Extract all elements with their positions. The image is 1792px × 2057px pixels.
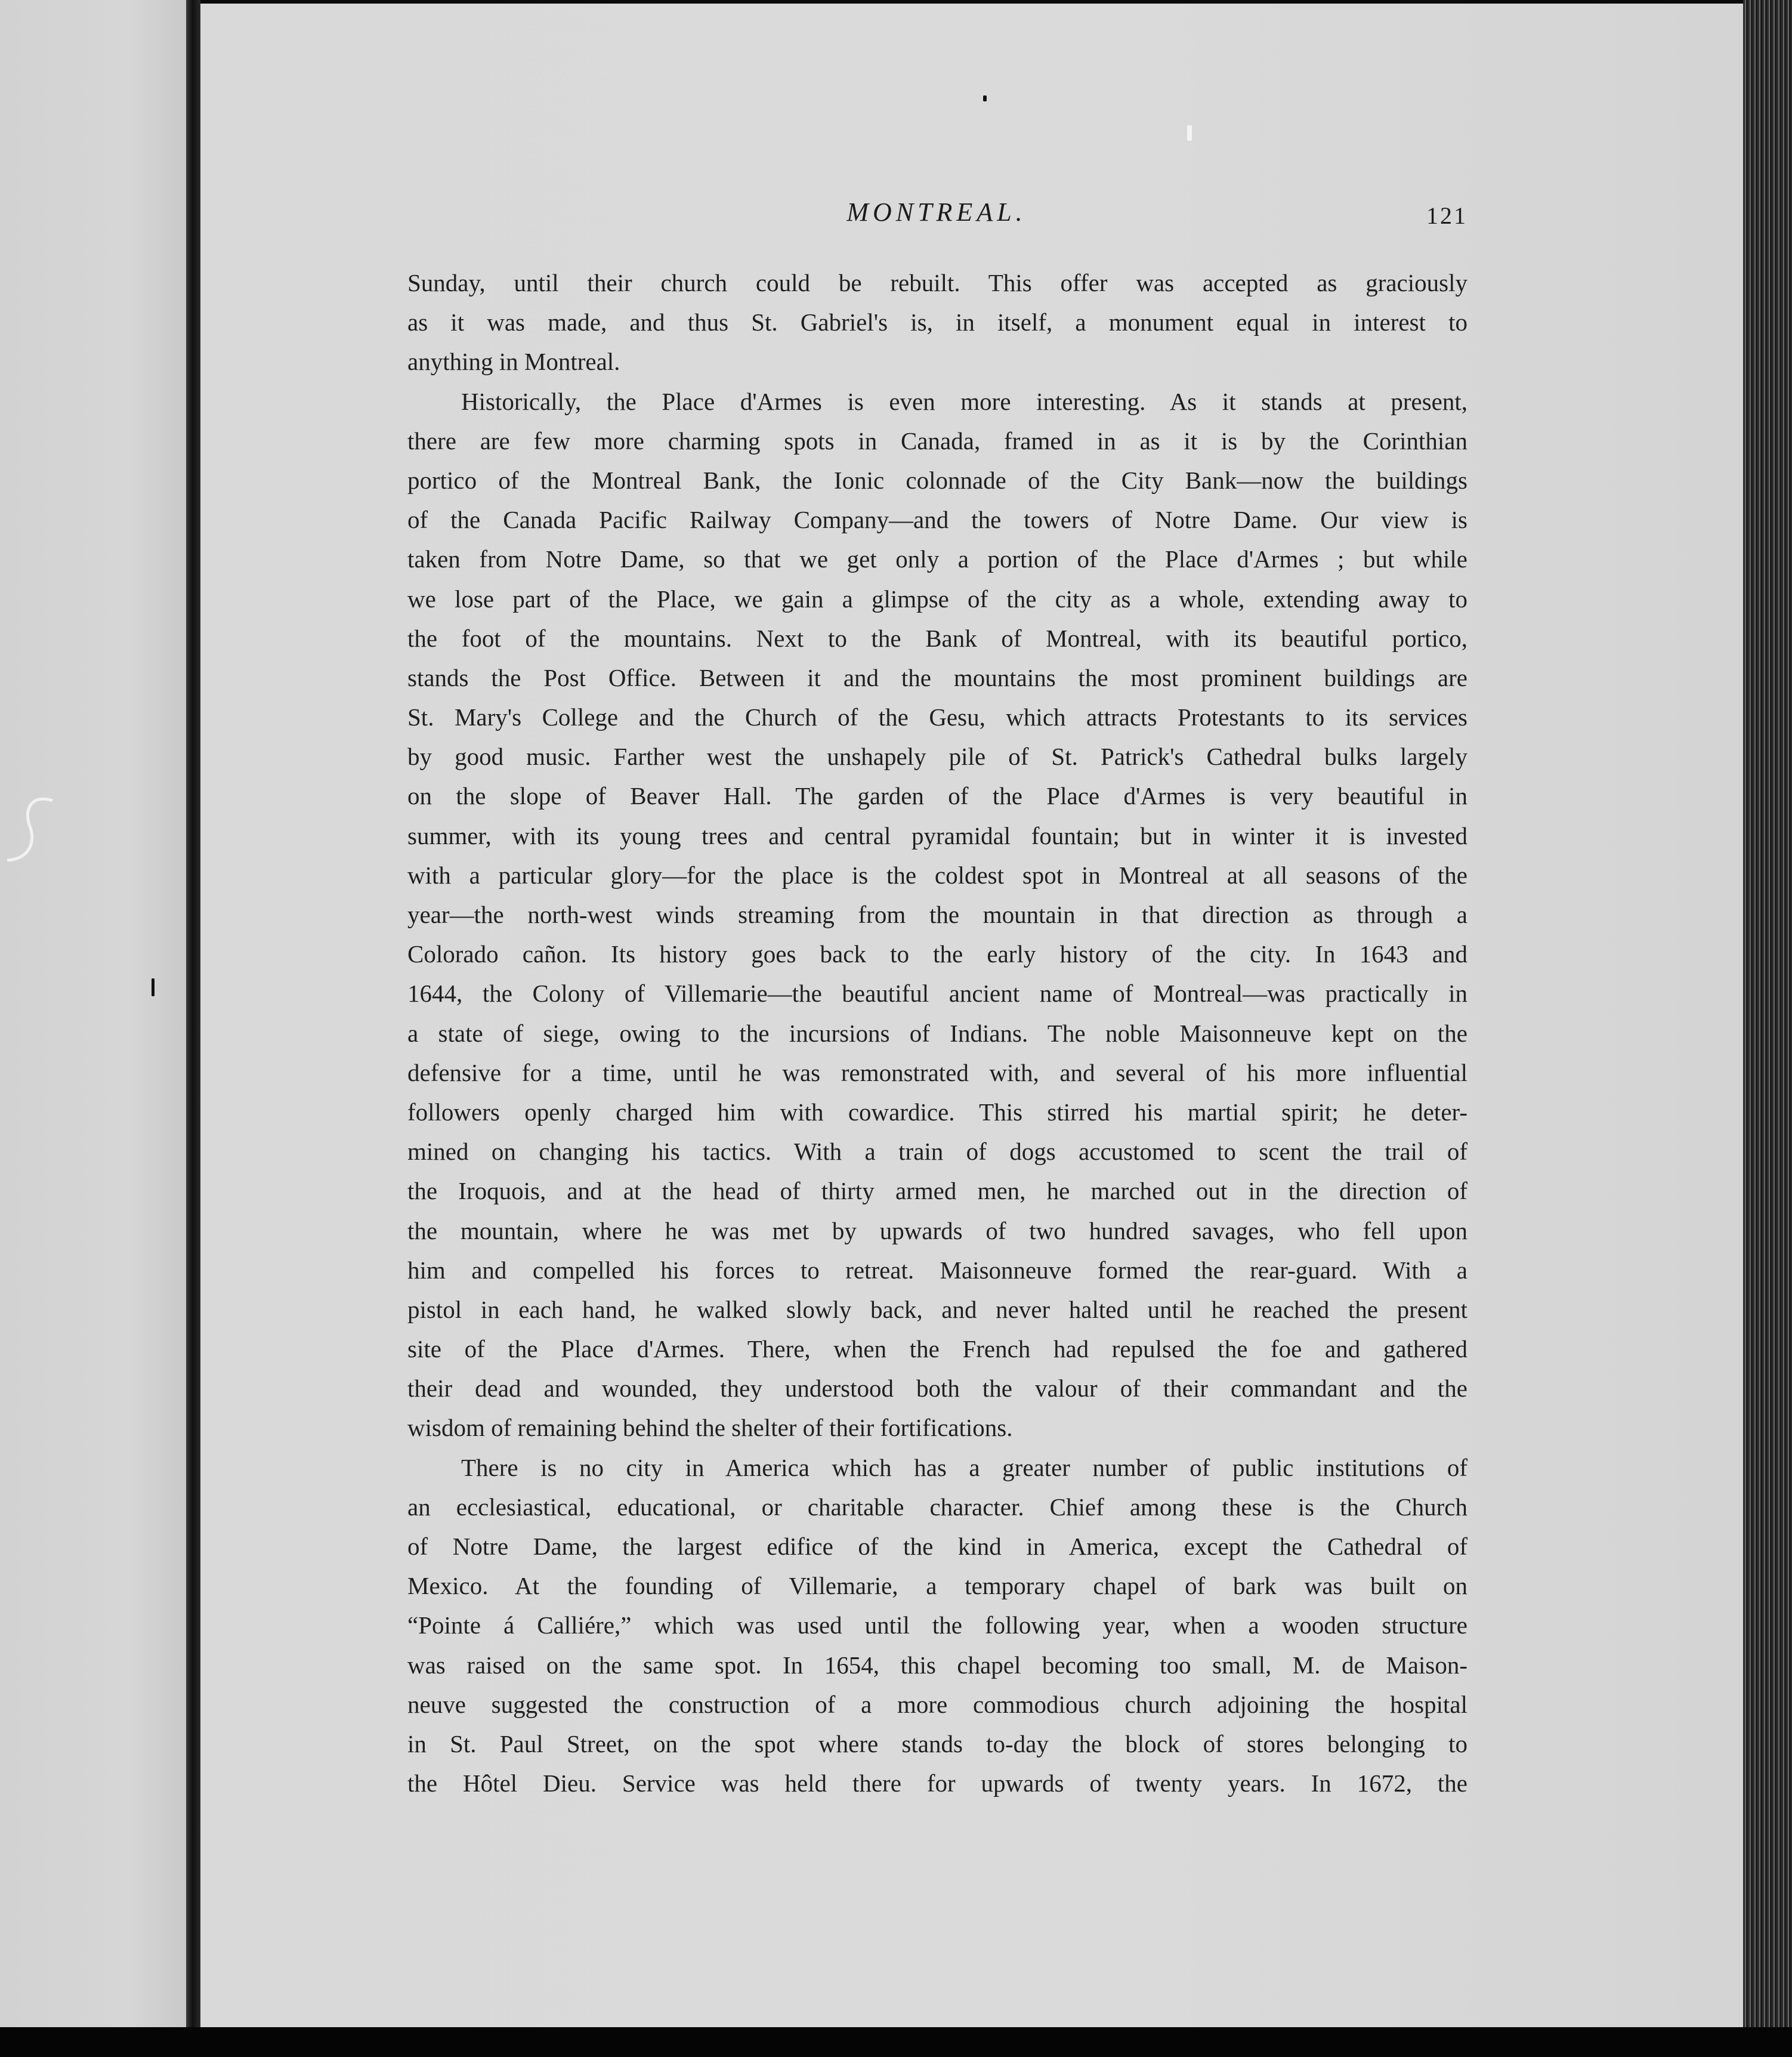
text-line: 1644, the Colony of Villemarie—the beautiful ancient name of Montreal—was practically in (407, 980, 1467, 1008)
text-line: of the Canada Pacific Railway Company—and the towers of Notre Dame. Our view is (407, 506, 1467, 534)
text-line: in St. Paul Street, on the spot where stands to-day the block of stores belonging to (407, 1729, 1467, 1758)
text-line: as it was made, and thus St. Gabriel's is, in itself, a monument equal in interest to (407, 308, 1467, 336)
gutter (186, 0, 200, 2027)
text-line: taken from Notre Dame, so that we get only a portion of the Place d'Armes ; but while (407, 545, 1467, 573)
speck (983, 95, 987, 101)
text-line: St. Mary's College and the Church of the Gesu, which attracts Protestants to its services (407, 703, 1467, 731)
text-line: an ecclesiastical, educational, or charitable character. Chief among these is the Church (407, 1493, 1467, 1521)
text-line: year—the north-west winds streaming from the mountain in that direction as through a (407, 901, 1467, 928)
speck (152, 978, 155, 996)
body-text (407, 263, 1467, 1803)
text-line: stands the Post Office. Between it and the mountains the most prominent buildings are (407, 663, 1467, 691)
text-line: pistol in each hand, he walked slowly back, and never halted until he reached the present (407, 1295, 1467, 1323)
text-line: Historically, the Place d'Armes is even more interesting. As it stands at present, (461, 387, 1467, 415)
text-line: mined on changing his tactics. With a train of dogs accustomed to scent the trail of (407, 1138, 1467, 1166)
text-line: neuve suggested the construction of a more commodious church adjoining the hospital (407, 1690, 1467, 1718)
text-line: with a particular glory—for the place is the coldest spot in Montreal at all seasons of the (407, 861, 1467, 889)
bottom-band (0, 2027, 1792, 2057)
page-edges (1743, 0, 1792, 2027)
text-line: the mountain, where he was met by upwards of two hundred savages, who fell upon (407, 1216, 1467, 1244)
text-line: their dead and wounded, they understood both the valour of their commandant and the (407, 1375, 1467, 1403)
text-line: Sunday, until their church could be rebuilt. This offer was accepted as graciously (407, 269, 1467, 296)
text-line: the foot of the mountains. Next to the Bank of Montreal, with its beautiful portico, (407, 624, 1467, 652)
text-line: portico of the Montreal Bank, the Ionic colonnade of the City Bank—now the buildings (407, 466, 1467, 494)
text-line: wisdom of remaining behind the shelter of their fortifications. (407, 1414, 1013, 1442)
text-line: a state of siege, owing to the incursions of Indians. The noble Maisonneuve kept on the (407, 1019, 1467, 1047)
text-line: Colorado cañon. Its history goes back to the early history of the city. In 1643 and (407, 940, 1467, 968)
text-line: was raised on the same spot. In 1654, this chapel becoming too small, M. de Maison- (407, 1651, 1467, 1679)
text-line: on the slope of Beaver Hall. The garden of the Place d'Armes is very beautiful in (407, 782, 1467, 810)
left-page (0, 0, 186, 2027)
text-line: the Hôtel Dieu. Service was held there for upwards of twenty years. In 1672, the (407, 1769, 1467, 1797)
text-line: “Pointe á Calliére,” which was used until the following year, when a wooden structure (407, 1611, 1467, 1639)
text-line: There is no city in America which has a greater number of public institutions of (461, 1453, 1467, 1481)
text-line: there are few more charming spots in Canada, framed in as it is by the Corinthian (407, 427, 1467, 455)
text-line: we lose part of the Place, we gain a glimpse of the city as a whole, extending away to (407, 585, 1467, 613)
margin-mark (6, 793, 54, 865)
running-title: MONTREAL. (846, 197, 1027, 227)
text-line: the Iroquois, and at the head of thirty armed men, he marched out in the direction of (407, 1177, 1467, 1205)
text-line: site of the Place d'Armes. There, when the French had repulsed the foe and gathered (407, 1335, 1467, 1363)
text-line: by good music. Farther west the unshapely pile of St. Patrick's Cathedral bulks largely (407, 743, 1467, 771)
speck (1187, 125, 1192, 141)
text-line: Mexico. At the founding of Villemarie, a temporary chapel of bark was built on (407, 1572, 1467, 1600)
text-line: him and compelled his forces to retreat. Maisonneuve formed the rear-guard. With a (407, 1256, 1467, 1284)
text-line: followers openly charged him with cowardice. This stirred his martial spirit; he deter- (407, 1098, 1467, 1126)
page-number: 121 (1426, 202, 1467, 229)
running-head (406, 197, 1467, 245)
text-line: summer, with its young trees and central pyramidal fountain; but in winter it is invested (407, 821, 1467, 850)
text-line: defensive for a time, until he was remonstrated with, and several of his more influential (407, 1058, 1467, 1086)
text-line: of Notre Dame, the largest edifice of the kind in America, except the Cathedral of (407, 1533, 1467, 1560)
text-line: anything in Montreal. (407, 348, 620, 376)
